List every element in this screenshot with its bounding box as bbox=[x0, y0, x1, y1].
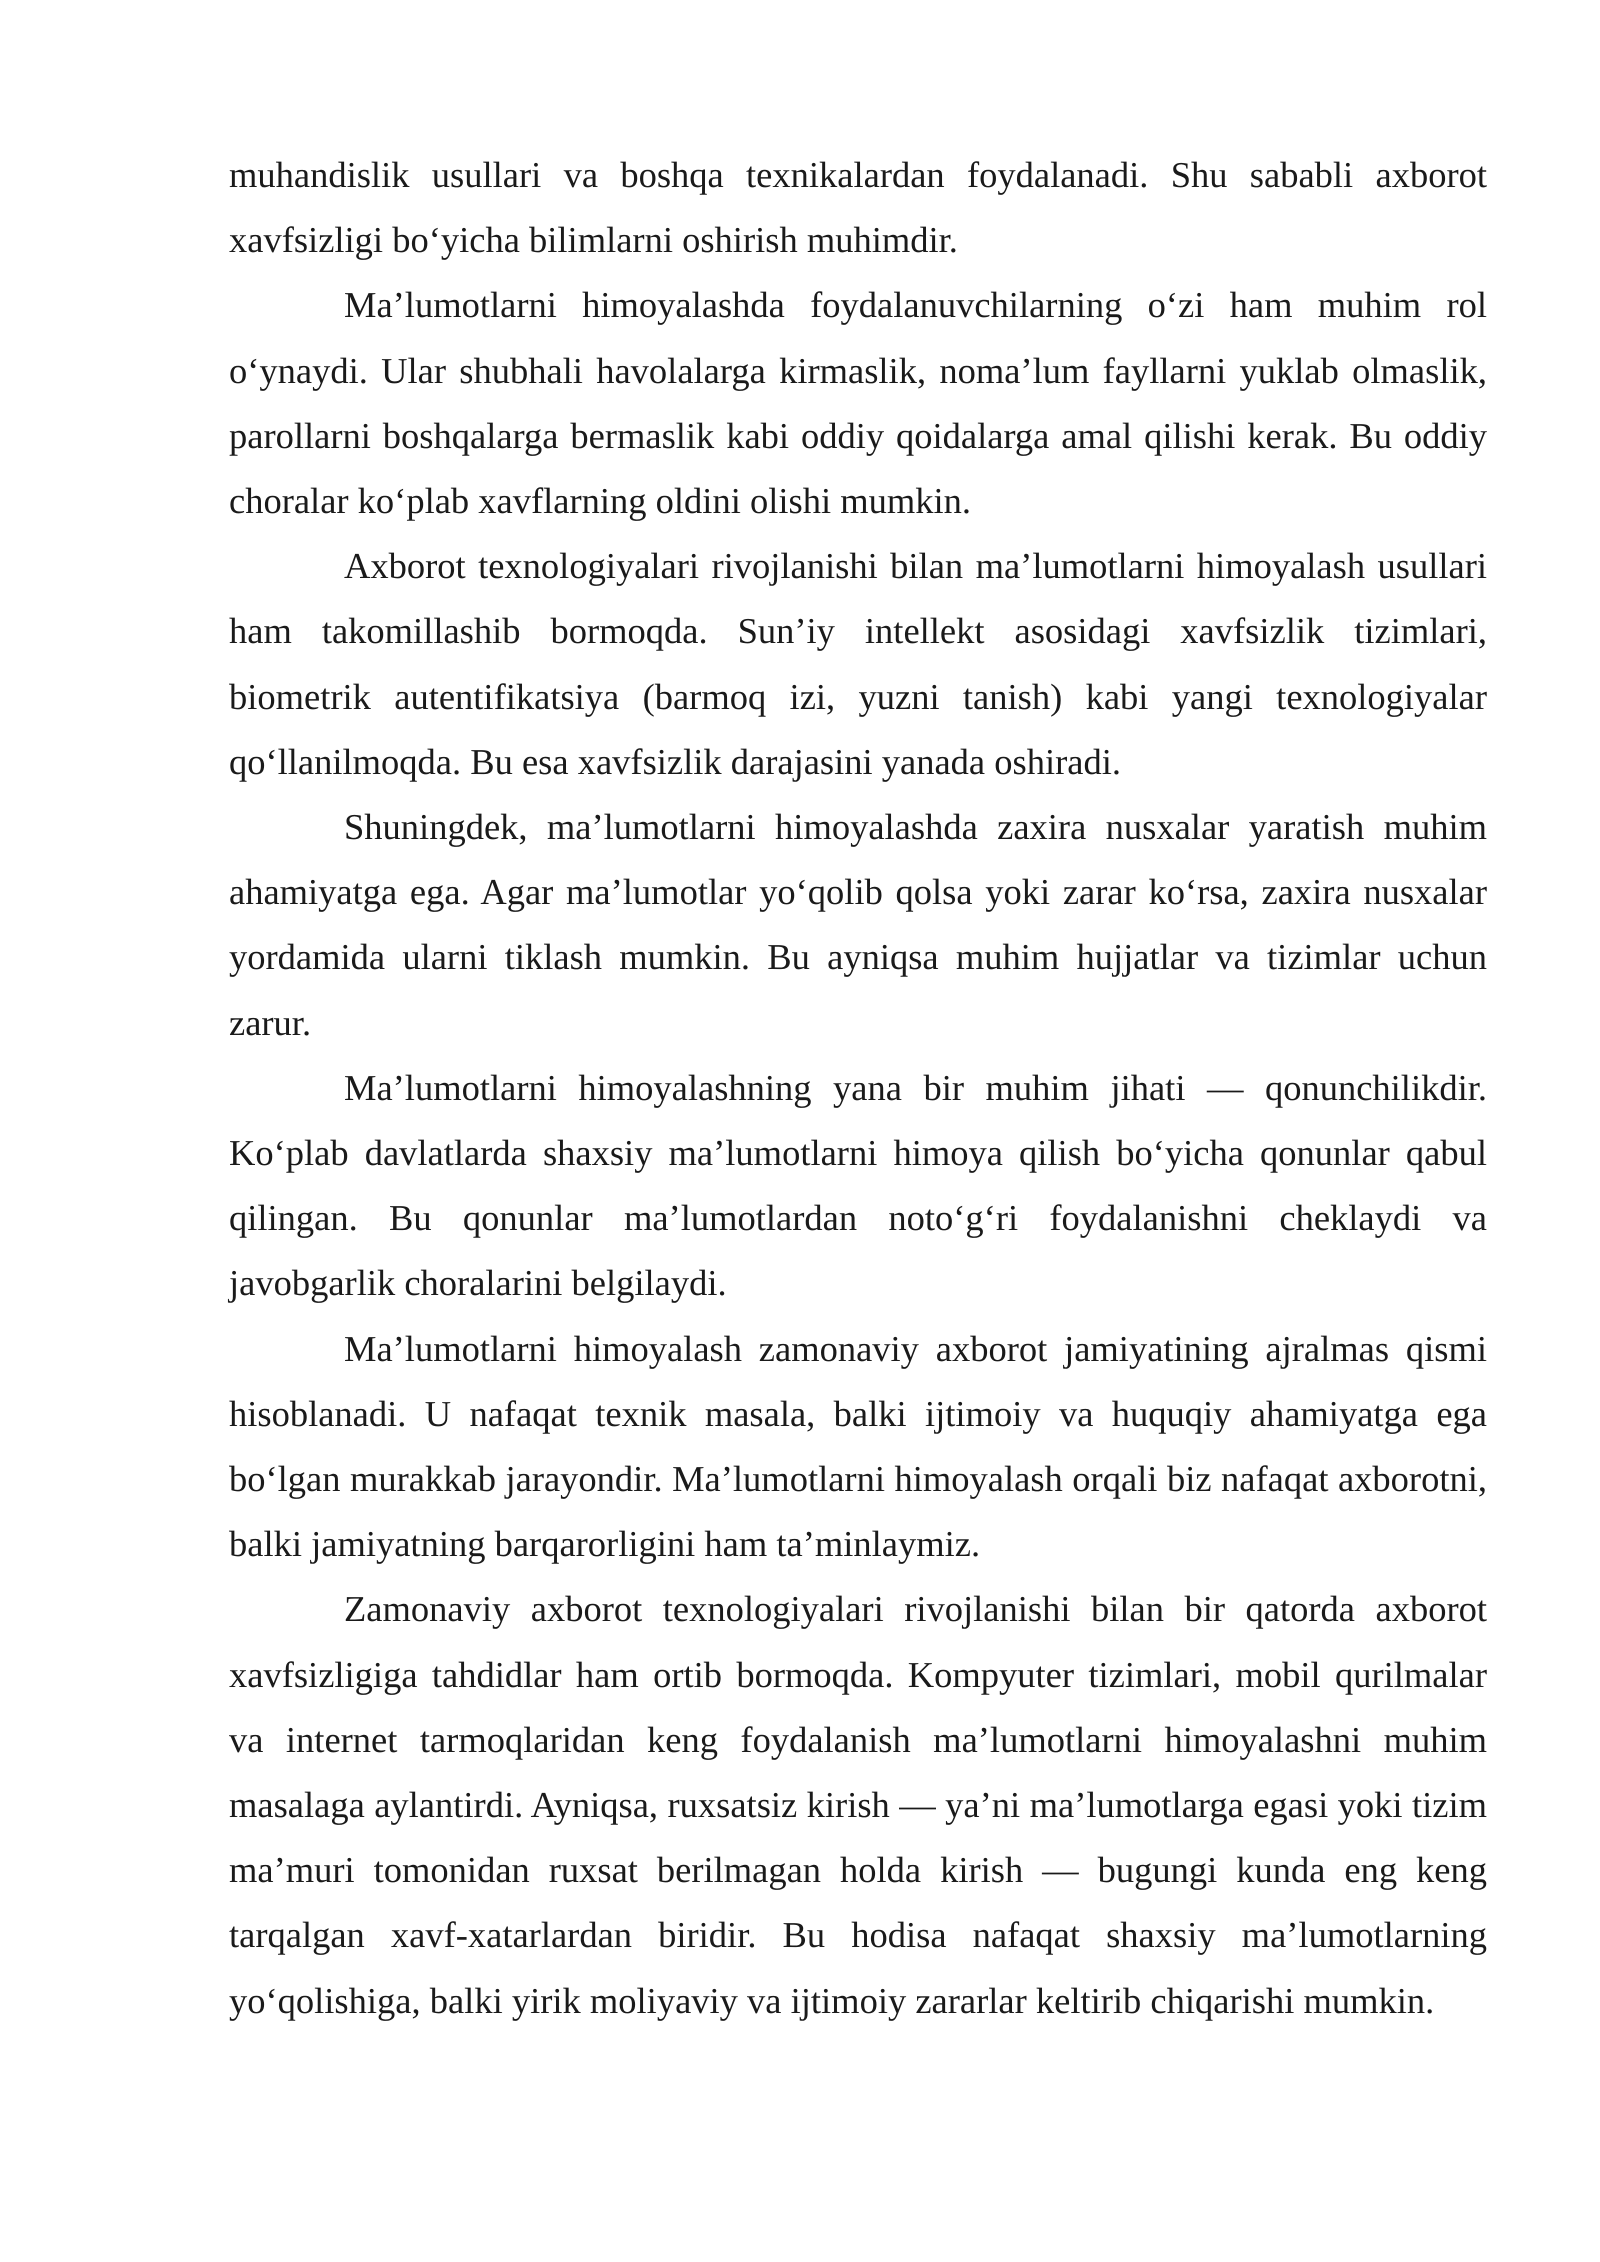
document-body bbox=[229, 142, 1487, 2033]
paragraph: Shuningdek, ma’lumotlarni himoyalashda zaxira nusxalar yaratish muhim ahamiyatga ega. Agar ma’lumotlar yo‘qolib qolsa yoki zarar ko‘rsa, zaxira nusxalar yordamida ularni tiklash mumkin. Bu ayniqsa muhim hujjatlar va tizimlar uchun zarur. bbox=[229, 806, 1487, 1043]
paragraph: Zamonaviy axborot texnologiyalari rivojlanishi bilan bir qatorda axborot xavfsizligiga tahdidlar ham ortib bormoqda. Kompyuter tizimlari, mobil qurilmalar va internet tarmoqlaridan keng foydalanish ma’lumotlarni himoyalashni muhim masalaga aylantirdi. Ayniqsa, ruxsatsiz kirish — ya’ni ma’lumotlarga egasi yoki tizim ma’muri tomonidan ruxsat berilmagan holda kirish — bugungi kunda eng keng tarqalgan xavf-xatarlardan biridir. Bu hodisa nafaqat shaxsiy ma’lumotlarning yo‘qolishiga, balki yirik moliyaviy va ijtimoiy zararlar keltirib chiqarishi mumkin. bbox=[229, 1588, 1487, 2021]
paragraph: Ma’lumotlarni himoyalash zamonaviy axborot jamiyatining ajralmas qismi hisoblanadi. U nafaqat texnik masala, balki ijtimoiy va huquqiy ahamiyatga ega bo‘lgan murakkab jarayondir. Ma’lumotlarni himoyalash orqali biz nafaqat axborotni, balki jamiyatning barqarorligini ham ta’minlaymiz. bbox=[229, 1327, 1487, 1565]
paragraph: Axborot texnologiyalari rivojlanishi bilan ma’lumotlarni himoyalash usullari ham takomillashib bormoqda. Sun’iy intellekt asosidagi xavfsizlik tizimlari, biometrik autentifikatsiya (barmoq izi, yuzni tanish) kabi yangi texnologiyalar qo‘llanilmoqda. Bu esa xavfsizlik darajasini yanada oshiradi. bbox=[229, 545, 1487, 782]
paragraph: Ma’lumotlarni himoyalashda foydalanuvchilarning o‘zi ham muhim rol o‘ynaydi. Ular shubhali havolalarga kirmaslik, noma’lum fayllarni yuklab olmaslik, parollarni boshqalarga bermaslik kabi oddiy qoidalarga amal qilishi kerak. Bu oddiy choralar ko‘plab xavflarning oldini olishi mumkin. bbox=[229, 284, 1487, 522]
paragraph: Ma’lumotlarni himoyalashning yana bir muhim jihati — qonunchilikdir. Ko‘plab davlatlarda shaxsiy ma’lumotlarni himoya qilish bo‘yicha qonunlar qabul qilingan. Bu qonunlar ma’lumotlardan noto‘g‘ri foydalanishni cheklaydi va javobgarlik choralarini belgilaydi. bbox=[229, 1066, 1487, 1304]
paragraph-continued: muhandislik usullari va boshqa texnikalardan foydalanadi. Shu sababli axborot xavfsizligi bo‘yicha bilimlarni oshirish muhimdir. bbox=[229, 154, 1487, 261]
